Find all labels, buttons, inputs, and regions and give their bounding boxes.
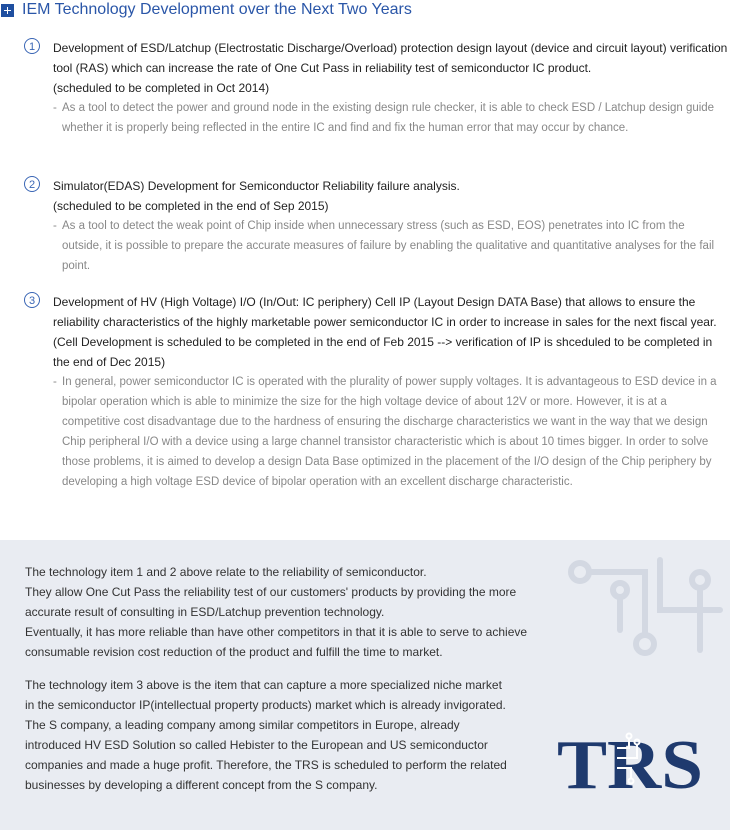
logo-text: TRS	[557, 730, 703, 792]
item-note-text: As a tool to detect the power and ground node in the existing design rule checker, it is able to check ESD / Latchup design guide whether it is properly being reflected in the entire IC and find and fix the human error that may occur by chance.	[62, 102, 715, 134]
list-item-2	[24, 176, 728, 276]
circled-number-3-icon: 3	[24, 292, 40, 308]
item-main-text: Development of HV (High Voltage) I/O (In/Out: IC periphery) Cell IP (Layout Design DATA Base) that allows to ensure the reliability characteristics of the highly marketable power semiconductor IC in order to increase in sales for the next fiscal year. (Cell Development is scheduled to be completed in the end of Feb 2015 --> verification of IP is shceduled to be completed in the end of Dec 2015)	[53, 295, 717, 369]
item-note	[53, 216, 728, 276]
item-note-text: In general, power semiconductor IC is operated with the plurality of power supply voltages. It is advantageous to ESD device in a bipolar operation which is able to minimize the size for the high voltage device of about 12V or more. However, it is at a competitive cost disadvantage due to the hardness of ensuring the discharge characteristics we want in the way that we design Chip peripheral I/O with a device using a large channel transistor characteristic which is about 10 times bigger. In order to solve those problems, it is aimed to develop a design Data Base optimized in the placement of the I/O design of the Chip periphery by developing a high voltage ESD device of bipolar operation with an excellent discharge characteristic.	[62, 376, 717, 488]
note-dash: -	[53, 102, 57, 114]
plus-icon	[1, 4, 14, 17]
summary-paragraph-1: The technology item 1 and 2 above relate to the reliability of semiconductor. They allow One Cut Pass the reliability test of our customers' products by providing the more accurate result of consulting in ESD/Latchup prevention technology. Eventually, it has more reliable than have other competitors in that it is able to serve to achieve consumable revision cost reduction of the product and fulfill the time to market.	[25, 565, 528, 659]
item-main-text: Development of ESD/Latchup (Electrostatic Discharge/Overload) protection design layout (device and circuit layout) verification tool (RAS) which can increase the rate of One Cut Pass in reliability test of semiconductor IC product.	[53, 41, 728, 75]
note-dash: -	[53, 376, 57, 388]
circled-number-2-icon: 2	[24, 176, 40, 192]
item-schedule: (scheduled to be completed in the end of Sep 2015)	[53, 199, 329, 213]
page-title: IEM Technology Development over the Next Two Years	[22, 1, 412, 18]
item-note	[53, 372, 728, 492]
note-dash: -	[53, 220, 57, 232]
summary-paragraph-2: The technology item 3 above is the item that can capture a more specialized niche market in the semiconductor IP(intellectual property products) market which is already invigorated. The S company, a leading company among similar competitors in Europe, already introduced HV ESD Solution so called Hebister to the European and US semiconductor companies and made a huge profit. Therefore, the TRS is scheduled to perform the related businesses by developing a different concept from the S company.	[25, 678, 507, 792]
list-item-3	[24, 292, 728, 492]
circled-number-1-icon: 1	[24, 38, 40, 54]
section-header	[0, 0, 730, 24]
item-main-text: Simulator(EDAS) Development for Semiconductor Reliability failure analysis.	[53, 179, 460, 193]
item-note	[53, 98, 728, 138]
list-item-1	[24, 38, 728, 138]
circuit-decoration-icon	[550, 540, 730, 680]
item-schedule: (scheduled to be completed in Oct 2014)	[53, 81, 270, 95]
trs-logo	[557, 730, 707, 792]
item-note-text: As a tool to detect the weak point of Chip inside when unnecessary stress (such as ESD, EOS) penetrates into IC from the outside, it is possible to prepare the accurate measures of failure by enabling the qualitative and quantitative analyses for the fail point.	[62, 220, 715, 272]
